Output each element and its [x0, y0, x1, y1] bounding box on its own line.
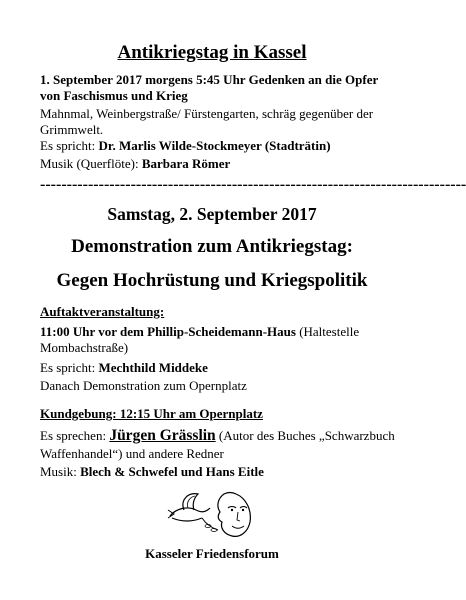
page-title: Antikriegstag in Kassel	[117, 42, 307, 63]
kundgebung-speaker-main: Jürgen Grässlin	[109, 427, 216, 444]
sept2-heading2: Gegen Hochrüstung und Kriegspolitik	[56, 270, 368, 291]
speaker-label: Es spricht:	[40, 138, 99, 153]
auftakt-stop1: (Haltestelle	[295, 324, 360, 339]
separator-line: --------------------------------------------------------------------------------	[40, 176, 466, 193]
music-label: Musik (Querflöte):	[40, 156, 142, 171]
kundgebung-music-line	[40, 464, 400, 480]
kundgebung-speaker-note2: Waffenhandel“) und andere Redner	[40, 446, 224, 461]
auftakt-time-place	[40, 324, 400, 340]
kundgebung-label: Kundgebung: 12:15 Uhr am Opernplatz	[40, 406, 263, 421]
kundgebung-music-label: Musik:	[40, 464, 81, 479]
footer-organization: Kasseler Friedensforum	[145, 546, 279, 561]
sept1-line1: 1. September 2017 morgens 5:45 Uhr Gedenken an die Opfer	[40, 72, 379, 87]
sept1-location-line1: Mahnmal, Weinbergstraße/ Fürstengarten, schräg gegenüber der	[40, 106, 374, 121]
sept1-location-line2: Grimmwelt.	[40, 122, 104, 137]
kundgebung-speakers-line	[40, 428, 400, 444]
auftakt-speaker-label: Es spricht:	[40, 360, 99, 375]
speaker-name: Dr. Marlis Wilde-Stockmeyer (Stadträtin)	[98, 138, 331, 153]
kundgebung-speaker-note1: (Autor des Buches „Schwarzbuch	[215, 428, 395, 443]
sept1-line2: von Faschismus und Krieg	[40, 88, 188, 103]
sept1-speaker-line	[40, 138, 400, 154]
auftakt-speaker: Mechthild Middeke	[98, 360, 208, 375]
sept2-date: Samstag, 2. September 2017	[107, 204, 317, 224]
kundgebung-musicians: Blech & Schwefel und Hans Eitle	[80, 464, 264, 479]
auftakt-time: 11:00 Uhr vor dem Phillip-Scheidemann-Haus	[40, 324, 296, 339]
auftakt-label: Auftaktveranstaltung:	[40, 304, 165, 319]
sept1-music-line	[40, 156, 400, 172]
musician-name: Barbara Römer	[141, 156, 231, 171]
auftakt-stop2: Mombachstraße)	[40, 340, 129, 355]
kundgebung-speakers-label: Es sprechen:	[40, 428, 110, 443]
auftakt-after: Danach Demonstration zum Opernplatz	[40, 378, 247, 393]
dove-face-logo-icon	[162, 488, 262, 544]
sept2-heading1: Demonstration zum Antikriegstag:	[71, 236, 353, 257]
auftakt-speaker-line	[40, 360, 400, 376]
